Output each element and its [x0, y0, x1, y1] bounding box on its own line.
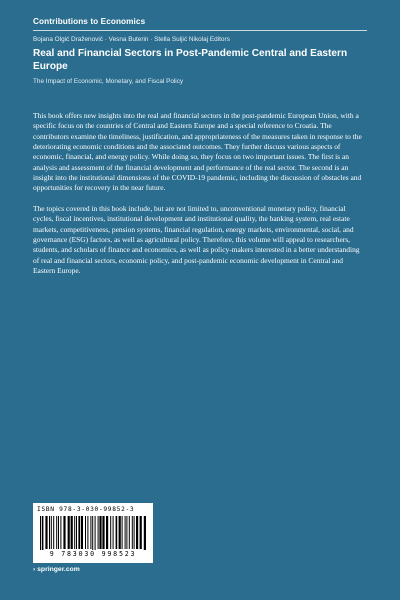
editors-line: Bojana Olgić Draženović · Vesna Buterin · Stella Suljić Nikolaj Editors — [33, 36, 230, 43]
barcode-bar — [95, 516, 96, 554]
barcode-bar — [106, 516, 108, 549]
blurb-paragraph-2: The topics covered in this book include, but are not limited to, unconventional monetary policy, financial cycles, fiscal incentives, institutional development and institutional quality, the banking system, real estate markets, competitiveness, pension systems, financial regulation, energy markets, environmental, social, and governance (ESG) factors, as well as agricultural policy. Therefore, this volume will appeal to researchers, students, and scholars of finance and economics, as well as policy-makers interested in a better understanding of real and financial sectors, economic policy, and post-pandemic economic development in Central and Eastern Europe. — [33, 204, 360, 276]
isbn-label: ISBN 978-3-030-99852-3 — [37, 506, 135, 513]
barcode-bar — [119, 516, 121, 549]
barcode-bar — [144, 516, 146, 554]
barcode-bar — [129, 516, 130, 549]
barcode-bar — [110, 516, 111, 549]
barcode-block — [33, 503, 153, 563]
barcode-bar — [40, 516, 41, 554]
barcode-bar — [140, 516, 142, 549]
barcode-bar — [42, 516, 44, 554]
series-name: Contributions to Economics — [33, 17, 146, 26]
barcode-bar — [76, 516, 77, 549]
barcode-bar — [90, 516, 91, 549]
barcode-digits: 9 783030 998523 — [36, 550, 150, 558]
barcode-bar — [92, 516, 93, 554]
barcode-bar — [102, 516, 104, 549]
barcode-bar — [53, 516, 54, 549]
barcode-bar — [125, 516, 126, 549]
barcode-bar — [122, 516, 123, 549]
book-title: Real and Financial Sectors in Post-Pandemic Central and Eastern Europe — [33, 48, 348, 73]
barcode-bar — [98, 516, 99, 549]
barcode-bar — [56, 516, 57, 549]
barcode-bar — [136, 516, 138, 549]
barcode-bar — [85, 516, 86, 549]
barcode-bar — [71, 516, 73, 549]
barcode-bar — [126, 516, 127, 549]
barcode-bar — [49, 516, 50, 549]
barcode-bar — [81, 516, 83, 549]
book-subtitle: The Impact of Economic, Monetary, and Fiscal Policy — [33, 78, 184, 85]
barcode-bar — [68, 516, 70, 549]
barcode-bar — [113, 516, 114, 549]
header-divider — [33, 30, 367, 31]
publisher-link[interactable]: › springer.com — [33, 566, 80, 573]
barcode-bar — [60, 516, 61, 549]
barcode-bar — [58, 516, 59, 549]
barcode-bar — [63, 516, 65, 549]
barcode-bar — [134, 516, 135, 549]
barcode-bar — [87, 516, 88, 549]
barcode-bar — [78, 516, 80, 549]
barcode-bar — [45, 516, 47, 549]
barcode-bar — [99, 516, 101, 549]
barcode-bar — [116, 516, 118, 549]
blurb — [33, 111, 367, 287]
barcode-bar — [132, 516, 133, 549]
barcode-bar — [51, 516, 52, 549]
barcode-bar — [74, 516, 75, 549]
blurb-paragraph-1: This book offers new insights into the real and financial sectors in the post-pandemic European Union, with a specific focus on the countries of Central and Eastern Europe and a special reference to Croatia. The contributors examine the timeliness, justification, and appropriateness of the measures taken in response to the deteriorating economic conditions and the associated outcomes. They further discuss various aspects of economic, financial, and energy policy. While doing so, they focus on two important issues. The first is an analysis and assessment of the financial development and performance of the real sector. The second is an insight into the institutional dimensions of the COVID-19 pandemic, including the discussion of obstacles and opportunities for recovery in the near future. — [33, 111, 362, 193]
